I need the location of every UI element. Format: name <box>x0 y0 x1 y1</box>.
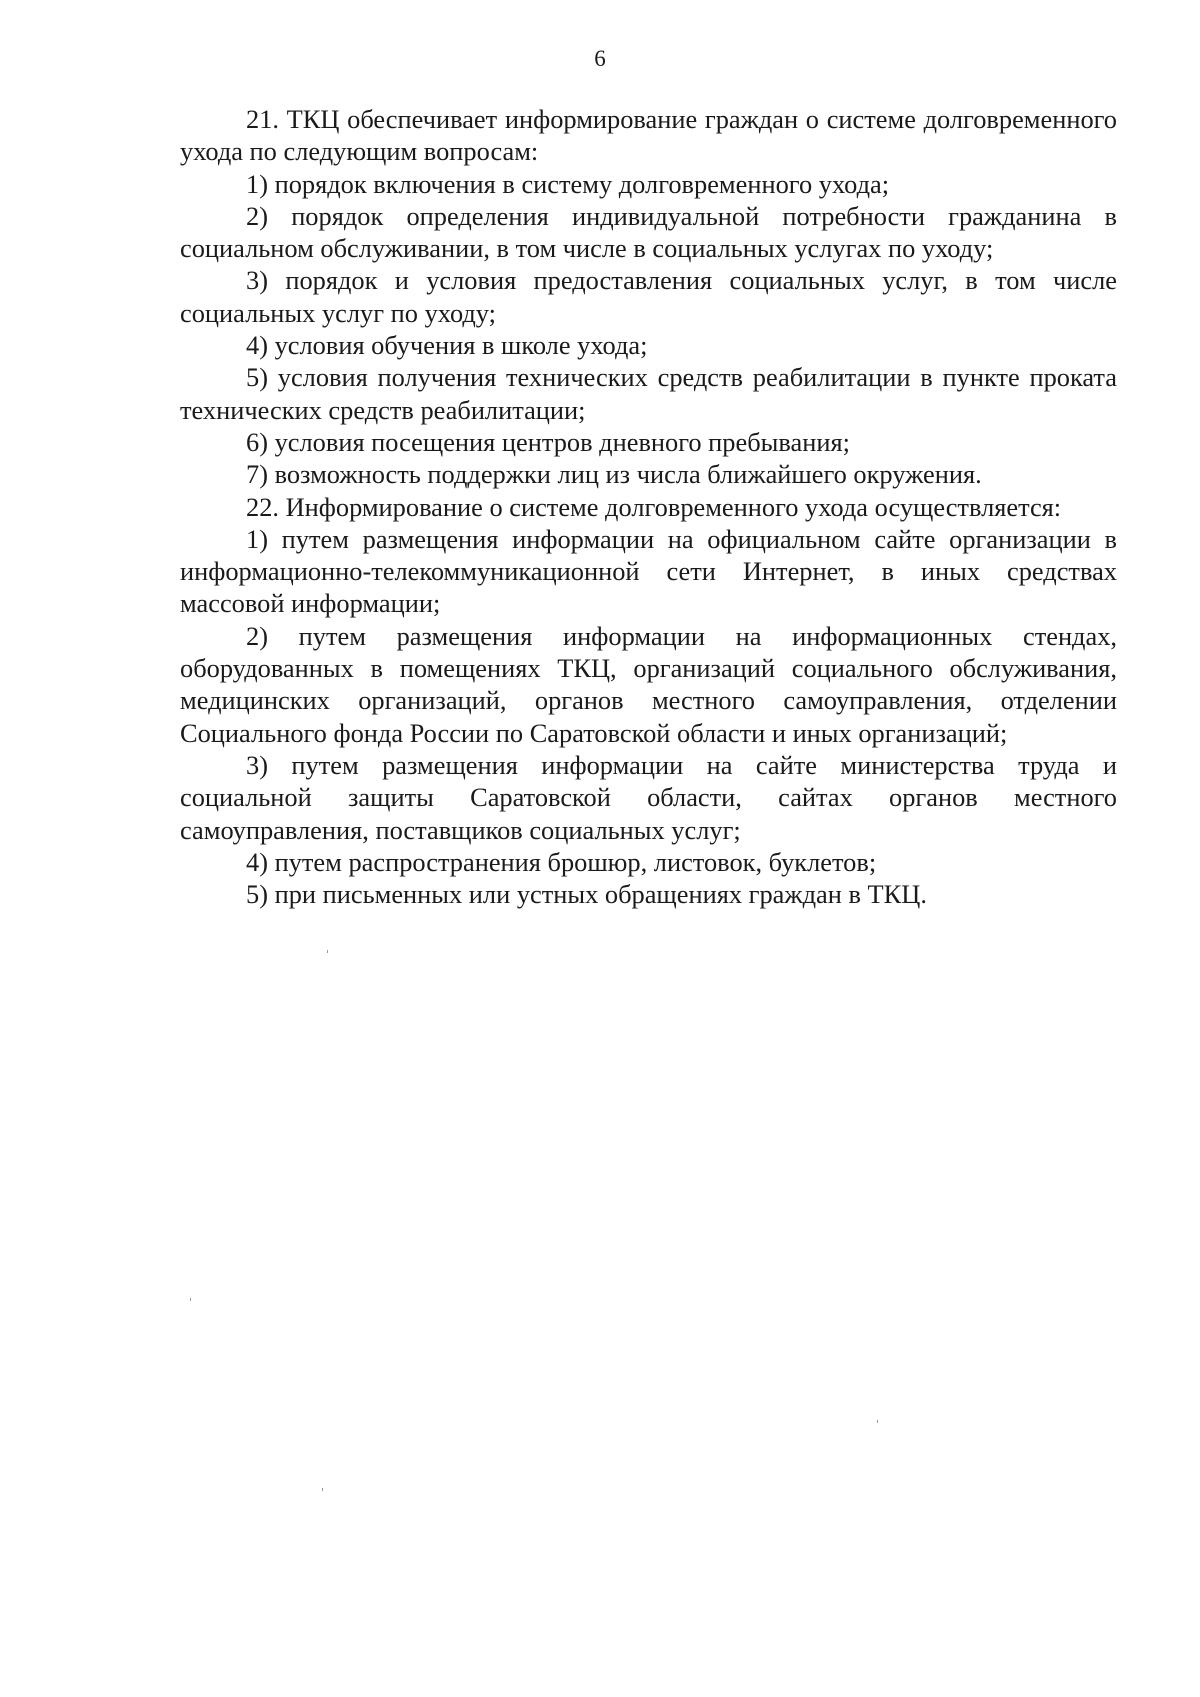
list-item-21-6: 6) условия посещения центров дневного пребывания; <box>246 426 850 457</box>
list-item-21-3: 3) порядок и условия предоставления социальных услуг, в том числе социальных услуг по уходу; <box>180 265 1117 328</box>
list-item-21-2: 2) порядок определения индивидуальной потребности гражданина в социальном обслуживании, в том числе в социальных услугах по уходу; <box>180 200 1117 264</box>
list-item-21-4: 4) условия обучения в школе ухода; <box>246 330 648 361</box>
paragraph-21-intro: 21. ТКЦ обеспечивает информирование граждан о системе долговременного ухода по следующим вопросам: <box>180 104 1117 167</box>
document-body <box>180 103 1117 910</box>
scan-speck <box>190 1298 191 1301</box>
scan-speck <box>877 1420 878 1423</box>
scan-speck <box>327 950 328 953</box>
list-item-22-2: 2) путем размещения информации на информационных стендах, оборудованных в помещениях ТКЦ, организаций социального обслуживания, медицинских организаций, органов местного самоуправления, отделении Социального фонда России по Саратовской области и иных организаций; <box>180 620 1117 748</box>
paragraph-22-intro: 22. Информирование о системе долговременного ухода осуществляется: <box>246 491 1062 522</box>
list-item-22-3: 3) путем размещения информации на сайте министерства труда и социальной защиты Саратовской области, сайтах органов местного самоуправления, поставщиков социальных услуг; <box>180 749 1117 845</box>
list-item-21-7: 7) возможность поддержки лиц из числа ближайшего окружения. <box>246 459 982 490</box>
list-item-22-5: 5) при письменных или устных обращениях граждан в ТКЦ. <box>246 879 927 910</box>
list-item-22-4: 4) путем распространения брошюр, листовок, буклетов; <box>246 846 877 877</box>
page-number: 6 <box>594 46 606 71</box>
list-item-21-5: 5) условия получения технических средств реабилитации в пункте проката технических средств реабилитации; <box>180 362 1117 425</box>
scan-speck <box>322 1488 323 1491</box>
list-item-22-1: 1) путем размещения информации на официальном сайте организации в информационно-телекоммуникационной сети Интернет, в иных средствах массовой информации; <box>180 523 1117 619</box>
list-item-21-1: 1) порядок включения в систему долговременного ухода; <box>246 168 890 199</box>
